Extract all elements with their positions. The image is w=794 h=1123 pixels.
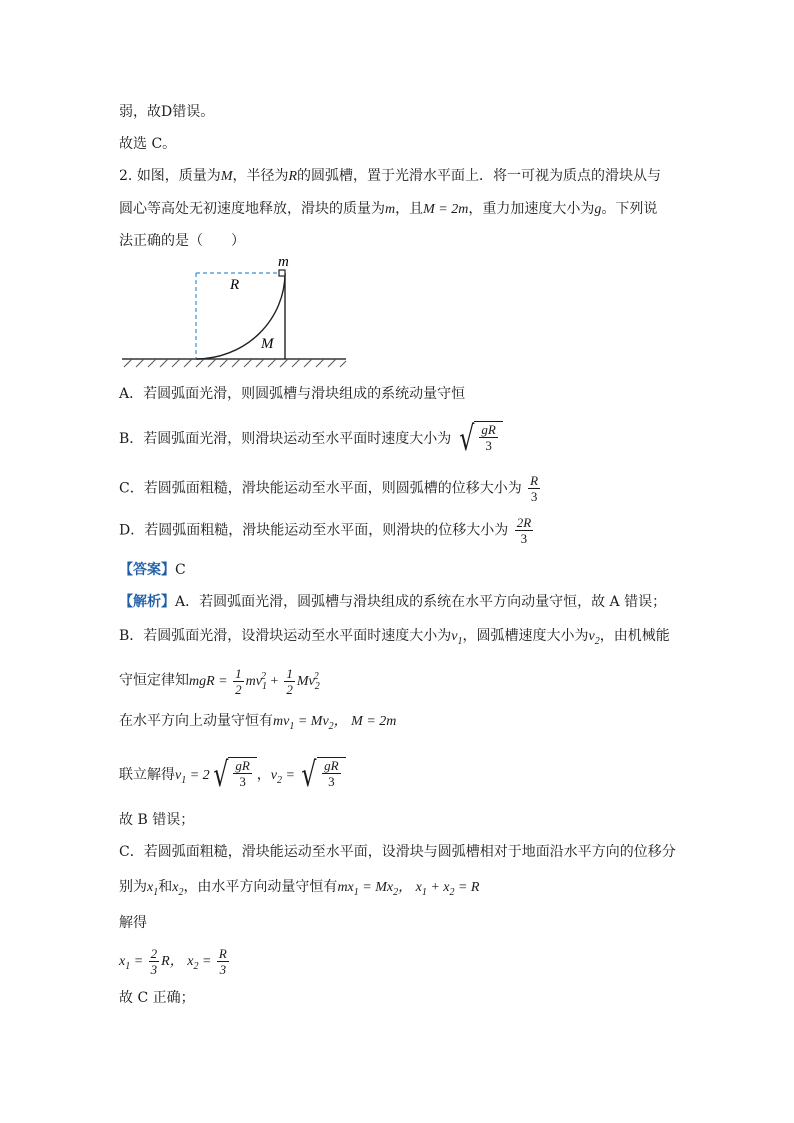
option-B [119, 421, 503, 457]
text: 别为 [119, 879, 147, 895]
question-line-1 [119, 166, 661, 187]
analysis-C-3: 解得 [119, 915, 147, 931]
text: ，由机械能 [599, 628, 670, 644]
label-R: R [230, 277, 240, 293]
stem-text: ，且 [395, 201, 424, 217]
analysis-B-1 [119, 626, 670, 652]
var-g: g [594, 202, 602, 217]
var-m: m [385, 202, 396, 217]
slider-block [279, 270, 285, 276]
stem-text: 圆心等高处无初速度地释放，滑块的质量为 [119, 201, 385, 217]
v2: $v_2$ [588, 629, 600, 647]
analysis-C-5: 故 C 正确； [119, 990, 195, 1006]
analysis-C-2 [119, 877, 479, 903]
prev-line-1: 弱，故D错误。 [119, 104, 215, 120]
analysis-C-1: C．若圆弧面粗糙，滑块能运动至水平面，设滑块与圆弧槽相对于地面沿水平方向的位移分 [119, 844, 676, 860]
momentum-equation: $mv_1 = Mv_2$， M = 2m [273, 714, 397, 732]
text: B．若圆弧面光滑，设滑块运动至水平面时速度大小为 [119, 628, 452, 644]
label-M: M [261, 336, 274, 352]
question-number: 2. [119, 168, 133, 184]
solution-x: $x_1$ = $\frac{2}{3}$ R， $x_2$ = $\frac{R}{3}$ [119, 946, 227, 977]
text: 守恒定律知 [119, 672, 189, 689]
text: ，圆弧槽速度大小为 [462, 628, 589, 644]
text: 在水平方向上动量守恒有 [119, 713, 273, 729]
option-D [119, 515, 535, 546]
frac-R-over-3: $\frac{R}{3}$ [530, 473, 539, 504]
analysis-A [119, 592, 666, 612]
energy-equation: mgR = $\frac{1}{2}$ $mv_1^2$ + $\frac{1}{2}$ $Mv_2^2$ [189, 666, 320, 697]
figure-arc-groove [118, 252, 350, 372]
option-C [119, 473, 542, 504]
sqrt-gR-over-3: √ $\frac{gR}{3}$ [456, 421, 503, 457]
answer-tag: 【答案】 [119, 562, 175, 578]
question-line-3: 法正确的是（ ） [119, 233, 245, 249]
solution-v1: $v_1 = 2$ [175, 768, 210, 786]
answer-line [119, 560, 186, 580]
stem-text: 的圆弧槽，置于光滑水平面上．将一可视为质点的滑块从与 [297, 168, 662, 184]
option-B-text: B．若圆弧面光滑，则滑块运动至水平面时速度大小为 [119, 431, 452, 447]
text: 联立解得 [119, 767, 175, 783]
question-line-2 [119, 199, 657, 220]
stem-text: ，半径为 [232, 168, 289, 184]
displacement-equations: $mx_1 = Mx_2$， $x_1 + x_2 = R$ [337, 880, 480, 898]
var-M: M [220, 169, 233, 184]
var-R: R [288, 169, 298, 184]
text: 和 [158, 879, 173, 895]
analysis-a-text: A．若圆弧面光滑，圆弧槽与滑块组成的系统在水平方向动量守恒，故 A 错误； [175, 594, 667, 610]
analysis-B-3 [119, 711, 396, 737]
text: ，由水平方向动量守恒有 [183, 879, 338, 895]
analysis-C-4 [119, 946, 231, 977]
option-D-text: D．若圆弧面粗糙，滑块能运动至水平面，则滑块的位移大小为 [119, 522, 509, 539]
sqrt-gR-over-3: √ $\frac{gR}{3}$ [298, 757, 345, 793]
x1: $x_1$ [147, 880, 159, 898]
stem-text: ，重力加速度大小为 [468, 201, 595, 217]
analysis-B-2 [119, 666, 319, 697]
label-m: m [278, 254, 289, 270]
solution-v2: $v_2$ = [270, 768, 299, 786]
option-C-text: C．若圆弧面粗糙，滑块能运动至水平面，则圆弧槽的位移大小为 [119, 480, 522, 497]
stem-text: 。下列说 [601, 201, 658, 217]
x2: $x_2$ [172, 880, 184, 898]
analysis-B-5: 故 B 错误； [119, 812, 195, 828]
frac-2R-over-3: $\frac{2R}{3}$ [516, 515, 532, 546]
analysis-B-4: 联立解得$v_1 = 2$ √ $\frac{gR}{3}$ ，$v_2$ = √ $\frac{gR}{3}$ [119, 757, 346, 793]
stem-text: 如图，质量为 [136, 168, 221, 184]
sqrt-gR-over-3: √ $\frac{gR}{3}$ [210, 757, 257, 793]
answer-value: C [175, 562, 186, 578]
ground-hatch [124, 359, 346, 367]
equation: M = 2m [423, 202, 469, 217]
analysis-tag: 【解析】 [119, 594, 175, 610]
prev-line-2: 故选 C。 [119, 136, 177, 152]
v1: $v_1$ [451, 629, 463, 647]
option-A: A．若圆弧面光滑，则圆弧槽与滑块组成的系统动量守恒 [119, 386, 466, 402]
